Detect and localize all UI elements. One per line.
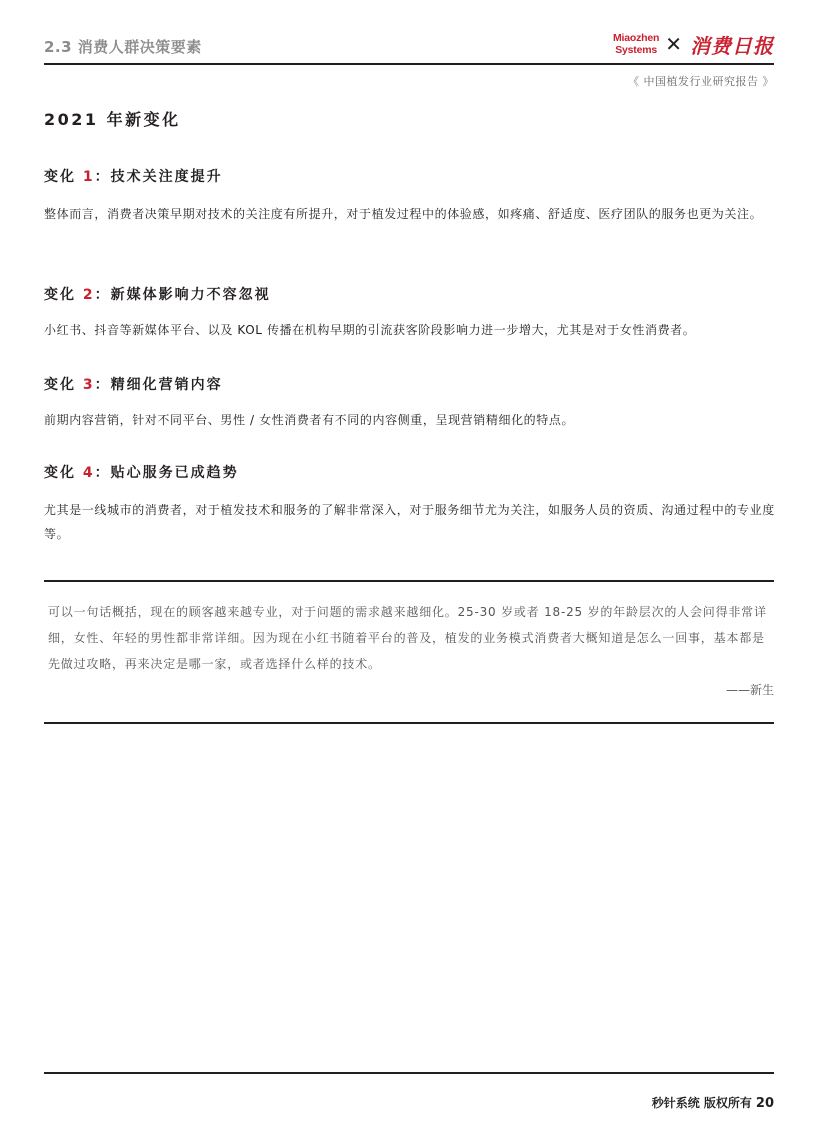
change-4-heading: ：贴心服务已成趋势	[94, 465, 239, 481]
miaozhen-logo-line2: Systems	[615, 44, 657, 56]
header-logos	[613, 28, 774, 60]
change-2-prefix: 变化	[44, 287, 83, 303]
change-4-body: 尤其是一线城市的消费者，对于植发技术和服务的了解非常深入，对于服务细节尤为关注，如服务人员的资质、沟通过程中的专业度等。	[44, 503, 775, 541]
header-divider	[44, 63, 774, 65]
change-3-number: 3	[82, 377, 95, 393]
change-3-prefix: 变化	[44, 377, 83, 393]
main-heading: 2021 年新变化	[44, 110, 181, 129]
page-footer	[652, 1094, 774, 1111]
footer-copyright: 秒针系统 版权所有	[651, 1096, 752, 1110]
change-3-heading: ：精细化营销内容	[94, 377, 223, 393]
page-number: 20	[755, 1096, 774, 1111]
quote-bottom-divider	[44, 722, 774, 724]
xiaofei-ribao-logo: 消费日报	[690, 33, 774, 58]
quote-top-divider	[44, 580, 774, 582]
quote-text: 可以一句话概括，现在的顾客越来越专业，对于问题的需求越来越细化。25-30 岁或者 18-25 岁的年龄层次的人会问得非常详细，女性、年轻的男性都非常详细。因为现在小红书随着平台的普及，植发的业务模式消费者大概知道是怎么一回事，基本都是先做过攻略，再来决定是哪一家，或者选择什么样的技术。	[48, 605, 767, 671]
change-4-title	[44, 462, 239, 482]
change-1-prefix: 变化	[44, 169, 83, 185]
change-2-body: 小红书、抖音等新媒体平台、以及 KOL 传播在机构早期的引流获客阶段影响力进一步增大，尤其是对于女性消费者。	[44, 323, 696, 337]
change-2-number: 2	[82, 287, 95, 303]
page-header	[44, 28, 774, 64]
report-name: 《 中国植发行业研究报告 》	[628, 75, 774, 88]
change-1-heading: ：技术关注度提升	[94, 169, 223, 185]
change-1-number: 1	[82, 169, 95, 185]
section-title: 2.3 消费人群决策要素	[44, 38, 202, 56]
change-1-body: 整体而言，消费者决策早期对技术的关注度有所提升，对于植发过程中的体验感，如疼痛、舒适度、医疗团队的服务也更为关注。	[44, 207, 763, 221]
miaozhen-logo-line1: Miaozhen	[612, 32, 660, 44]
change-2-heading: ：新媒体影响力不容忽视	[94, 287, 271, 303]
change-1-title	[44, 166, 223, 186]
footer-divider	[44, 1072, 774, 1074]
change-4-number: 4	[82, 465, 95, 481]
quote-author: ——新生	[725, 683, 774, 697]
cross-icon: ✕	[665, 32, 682, 56]
change-2-title	[44, 284, 271, 304]
change-3-body: 前期内容营销，针对不同平台、男性 / 女性消费者有不同的内容侧重，呈现营销精细化的特点。	[44, 413, 575, 427]
miaozhen-logo	[613, 32, 659, 56]
change-4-prefix: 变化	[44, 465, 83, 481]
change-3-title	[44, 374, 223, 394]
